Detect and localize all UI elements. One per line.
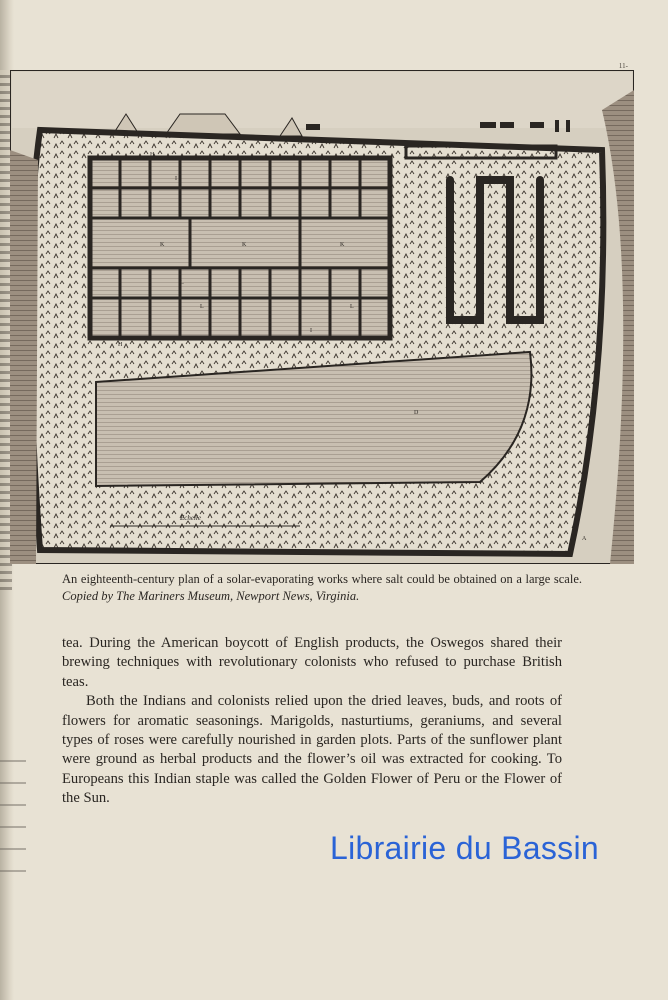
map-letter: F (480, 238, 484, 244)
map-letter: F (510, 238, 514, 244)
paragraph: Both the Indians and colonists relied upon the dried leaves, buds, and roots of flowers for aromatic seasonings. Marigolds, nasturtiums, geraniums, and several types of roses were carefully nourished in garden plots. Parts of the sunflower plant were ground as herbal products and the flower’s oil was extracted for cooking. To Europeans this Indian staple was called the Golden Flower of Peru or the Flower of the Sun. (62, 693, 562, 807)
caption-text: An eighteenth-century plan of a solar-evaporating works where salt could be obtained on a large scale. (62, 572, 582, 586)
map-letter: L (180, 280, 184, 286)
map-letter: L (200, 304, 204, 310)
map-letter: K (242, 242, 247, 248)
caption-credit: Copied by The Mariners Museum, Newport News, Virginia. (62, 589, 360, 603)
map-letter: A (582, 536, 587, 542)
map-letter: I (310, 328, 312, 334)
map-letter: H (118, 342, 123, 348)
figure-caption (62, 571, 582, 605)
map-letter: F (530, 238, 534, 244)
paragraph: tea. During the American boycott of English products, the Oswegos shared their brewing techniques with revolutionary colonists who refused to purchase British teas. (62, 635, 562, 690)
facing-page-text-bleed (0, 740, 26, 880)
plate-number: 11- (618, 62, 628, 70)
map-letter: I (175, 176, 177, 182)
map-letter: K (340, 242, 345, 248)
salt-works-plan-engraving (10, 70, 634, 564)
scale-bar-label: Echelle (180, 514, 201, 522)
body-text (62, 634, 562, 809)
engraving-svg (10, 70, 634, 564)
watermark: Librairie du Bassin (330, 830, 599, 866)
map-letter: D (414, 410, 419, 416)
map-letter: K (160, 242, 165, 248)
map-letter: L (350, 304, 354, 310)
map-letter: H (150, 152, 155, 158)
